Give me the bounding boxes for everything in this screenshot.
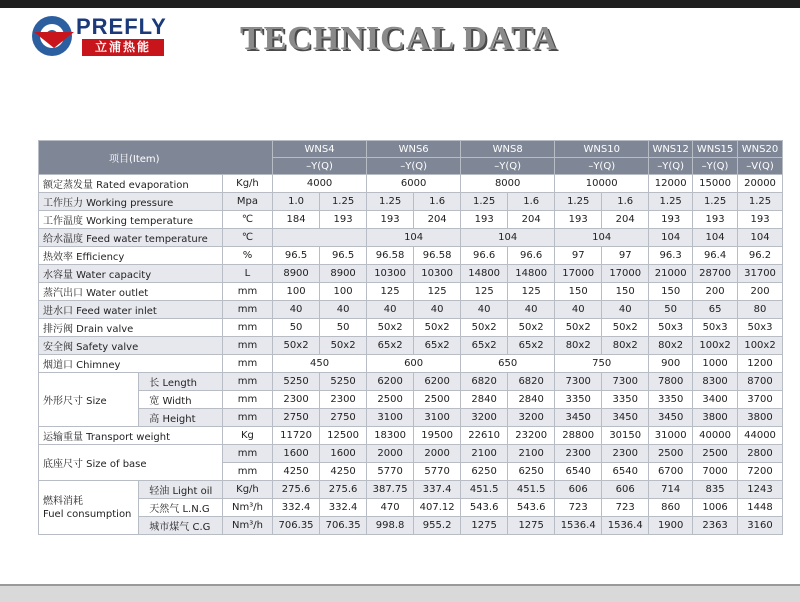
value-cell: 3400: [693, 391, 738, 409]
value-cell: 6540: [602, 463, 649, 481]
value-cell: 7300: [602, 373, 649, 391]
table-row: [39, 193, 783, 211]
unit-cell: mm: [222, 463, 272, 481]
value-cell: 65x2: [414, 337, 461, 355]
value-cell: 6820: [461, 373, 508, 391]
value-cell: 19500: [414, 427, 461, 445]
table-row: [39, 391, 783, 409]
table-row: [39, 175, 783, 193]
value-cell: 20000: [738, 175, 783, 193]
value-cell: 8900: [273, 265, 320, 283]
value-cell: 18300: [367, 427, 414, 445]
value-cell: 3350: [602, 391, 649, 409]
value-cell: 2750: [320, 409, 367, 427]
value-cell: 50x2: [273, 337, 320, 355]
value-cell: 1536.4: [602, 517, 649, 535]
wing-icon: [34, 32, 74, 48]
row-label: 热效率 Efficiency: [39, 247, 223, 265]
value-cell: 40: [508, 301, 555, 319]
model-suffix: –Y(Q): [693, 158, 738, 175]
fuel-label-en: Fuel consumption: [43, 508, 132, 520]
value-cell: 706.35: [273, 517, 320, 535]
value-cell: 100x2: [693, 337, 738, 355]
value-cell: 100: [273, 283, 320, 301]
model-header: WNS20: [738, 141, 783, 158]
row-label: 工作压力 Working pressure: [39, 193, 223, 211]
model-suffix: –Y(Q): [461, 158, 555, 175]
value-cell: 6250: [508, 463, 555, 481]
value-cell: 7000: [693, 463, 738, 481]
value-cell: 275.6: [320, 481, 367, 499]
brand-name-cn: 立浦热能: [82, 39, 164, 56]
value-cell: 50x2: [367, 319, 414, 337]
value-cell: 6540: [555, 463, 602, 481]
value-cell: 65x2: [461, 337, 508, 355]
value-cell: 955.2: [414, 517, 461, 535]
sub-label: 城市煤气 C.G: [139, 517, 223, 535]
value-cell: 650: [461, 355, 555, 373]
table-row: [39, 355, 783, 373]
value-cell: 100: [320, 283, 367, 301]
value-cell: 451.5: [461, 481, 508, 499]
row-label: 工作温度 Working temperature: [39, 211, 223, 229]
table-row: [39, 427, 783, 445]
value-cell: 860: [649, 499, 693, 517]
value-cell: 125: [367, 283, 414, 301]
value-cell: 204: [508, 211, 555, 229]
value-cell: 1.6: [508, 193, 555, 211]
value-cell: 8700: [738, 373, 783, 391]
value-cell: 193: [367, 211, 414, 229]
unit-cell: mm: [222, 445, 272, 463]
value-cell: 193: [738, 211, 783, 229]
value-cell: 96.58: [367, 247, 414, 265]
value-cell: 2300: [273, 391, 320, 409]
value-cell: 1600: [320, 445, 367, 463]
row-label: 进水口 Feed water inlet: [39, 301, 223, 319]
table-row: [39, 445, 783, 463]
value-cell: 40: [320, 301, 367, 319]
unit-cell: ℃: [222, 211, 272, 229]
row-label: 排污阀 Drain valve: [39, 319, 223, 337]
value-cell: 50x2: [414, 319, 461, 337]
value-cell: 50x3: [649, 319, 693, 337]
table-row: [39, 211, 783, 229]
value-cell: 1006: [693, 499, 738, 517]
value-cell: 104: [693, 229, 738, 247]
value-cell: 3160: [738, 517, 783, 535]
value-cell: 150: [602, 283, 649, 301]
value-cell: 50x2: [555, 319, 602, 337]
unit-cell: Kg/h: [222, 175, 272, 193]
row-label: 安全阀 Safety valve: [39, 337, 223, 355]
value-cell: 275.6: [273, 481, 320, 499]
value-cell: 2500: [414, 391, 461, 409]
value-cell: 125: [508, 283, 555, 301]
table-row: [39, 517, 783, 535]
table-row: [39, 319, 783, 337]
value-cell: 3350: [649, 391, 693, 409]
value-cell: 8000: [461, 175, 555, 193]
value-cell: 96.3: [649, 247, 693, 265]
value-cell: 2300: [602, 445, 649, 463]
value-cell: 6200: [367, 373, 414, 391]
unit-cell: Nm³/h: [222, 499, 272, 517]
table-row: [39, 283, 783, 301]
value-cell: 104: [367, 229, 461, 247]
value-cell: 50: [273, 319, 320, 337]
value-cell: 8300: [693, 373, 738, 391]
value-cell: 40: [414, 301, 461, 319]
unit-cell: Kg: [222, 427, 272, 445]
value-cell: 1000: [693, 355, 738, 373]
value-cell: 2300: [555, 445, 602, 463]
model-header: WNS6: [367, 141, 461, 158]
value-cell: 4000: [273, 175, 367, 193]
value-cell: 3200: [461, 409, 508, 427]
value-cell: 606: [602, 481, 649, 499]
value-cell: 193: [555, 211, 602, 229]
value-cell: 40: [273, 301, 320, 319]
page-title: TECHNICAL DATA: [240, 20, 558, 57]
value-cell: 50x2: [461, 319, 508, 337]
value-cell: 6000: [367, 175, 461, 193]
value-cell: 125: [414, 283, 461, 301]
unit-cell: Kg/h: [222, 481, 272, 499]
value-cell: 50: [649, 301, 693, 319]
value-cell: 104: [738, 229, 783, 247]
value-cell: 3200: [508, 409, 555, 427]
model-header: WNS8: [461, 141, 555, 158]
unit-cell: ℃: [222, 229, 272, 247]
value-cell: 184: [273, 211, 320, 229]
value-cell: 10300: [414, 265, 461, 283]
value-cell: 193: [320, 211, 367, 229]
value-cell: 10300: [367, 265, 414, 283]
item-header: 项目(Item): [39, 141, 273, 175]
value-cell: 28700: [693, 265, 738, 283]
value-cell: 600: [367, 355, 461, 373]
value-cell: 1900: [649, 517, 693, 535]
unit-cell: mm: [222, 355, 272, 373]
value-cell: 12500: [320, 427, 367, 445]
value-cell: 23200: [508, 427, 555, 445]
value-cell: 332.4: [273, 499, 320, 517]
table-row: [39, 499, 783, 517]
value-cell: 835: [693, 481, 738, 499]
technical-data-table: [38, 140, 783, 535]
value-cell: 3100: [367, 409, 414, 427]
value-cell: 1275: [508, 517, 555, 535]
value-cell: 204: [602, 211, 649, 229]
unit-cell: %: [222, 247, 272, 265]
value-cell: 1.6: [602, 193, 649, 211]
top-bar: [0, 0, 800, 8]
value-cell: 80x2: [649, 337, 693, 355]
sub-label: 长 Length: [139, 373, 223, 391]
row-label: 运输重量 Transport weight: [39, 427, 223, 445]
value-cell: 714: [649, 481, 693, 499]
value-cell: 17000: [555, 265, 602, 283]
table-row: [39, 301, 783, 319]
table-row: [39, 337, 783, 355]
model-suffix: –Y(Q): [649, 158, 693, 175]
value-cell: 28800: [555, 427, 602, 445]
value-cell: 40: [367, 301, 414, 319]
value-cell: 2840: [461, 391, 508, 409]
value-cell: 97: [602, 247, 649, 265]
fuel-label-cn: 燃料消耗: [43, 495, 83, 507]
table-row: [39, 265, 783, 283]
sub-label: 宽 Width: [139, 391, 223, 409]
value-cell: 22610: [461, 427, 508, 445]
value-cell: 100x2: [738, 337, 783, 355]
value-cell: 5250: [320, 373, 367, 391]
value-cell: 125: [461, 283, 508, 301]
value-cell: 104: [649, 229, 693, 247]
value-cell: 14800: [508, 265, 555, 283]
value-cell: 2500: [693, 445, 738, 463]
value-cell: 1.6: [414, 193, 461, 211]
value-cell: 3800: [693, 409, 738, 427]
value-cell: 4250: [273, 463, 320, 481]
value-cell: 204: [414, 211, 461, 229]
logo: [32, 14, 172, 58]
value-cell: 50x3: [693, 319, 738, 337]
model-header: WNS15: [693, 141, 738, 158]
table-row: [39, 409, 783, 427]
value-cell: 3450: [555, 409, 602, 427]
value-cell: 2100: [508, 445, 555, 463]
model-suffix: –V(Q): [738, 158, 783, 175]
table-row: [39, 373, 783, 391]
value-cell: 723: [602, 499, 649, 517]
value-cell: 104: [555, 229, 649, 247]
unit-cell: Mpa: [222, 193, 272, 211]
value-cell: 606: [555, 481, 602, 499]
model-suffix: –Y(Q): [367, 158, 461, 175]
unit-cell: mm: [222, 319, 272, 337]
value-cell: 6820: [508, 373, 555, 391]
value-cell: 706.35: [320, 517, 367, 535]
value-cell: 15000: [693, 175, 738, 193]
value-cell: 3450: [649, 409, 693, 427]
sub-label: 高 Height: [139, 409, 223, 427]
value-cell: 1.25: [320, 193, 367, 211]
value-cell: 97: [555, 247, 602, 265]
value-cell: 65x2: [508, 337, 555, 355]
value-cell: 2750: [273, 409, 320, 427]
value-cell: 193: [649, 211, 693, 229]
value-cell: 150: [555, 283, 602, 301]
value-cell: 96.58: [414, 247, 461, 265]
value-cell: 30150: [602, 427, 649, 445]
row-label: 底座尺寸 Size of base: [39, 445, 223, 481]
value-cell: 40000: [693, 427, 738, 445]
value-cell: 543.6: [508, 499, 555, 517]
bottom-bar: [0, 584, 800, 602]
sub-label: 轻油 Light oil: [139, 481, 223, 499]
row-label: 额定蒸发量 Rated evaporation: [39, 175, 223, 193]
model-suffix: –Y(Q): [273, 158, 367, 175]
value-cell: 723: [555, 499, 602, 517]
value-cell: 11720: [273, 427, 320, 445]
value-cell: 31000: [649, 427, 693, 445]
value-cell: 1275: [461, 517, 508, 535]
value-cell: 96.2: [738, 247, 783, 265]
value-cell: 1.25: [555, 193, 602, 211]
value-cell: 2840: [508, 391, 555, 409]
value-cell: 900: [649, 355, 693, 373]
value-cell: 3450: [602, 409, 649, 427]
value-cell: 200: [738, 283, 783, 301]
value-cell: 1.25: [649, 193, 693, 211]
value-cell: 1536.4: [555, 517, 602, 535]
value-cell: 50x2: [602, 319, 649, 337]
value-cell: 2000: [367, 445, 414, 463]
value-cell: 1.25: [738, 193, 783, 211]
value-cell: 451.5: [508, 481, 555, 499]
brand-name: PREFLY: [76, 14, 167, 39]
unit-cell: mm: [222, 391, 272, 409]
value-cell: 1.25: [461, 193, 508, 211]
value-cell: 12000: [649, 175, 693, 193]
value-cell: 40: [555, 301, 602, 319]
value-cell: 96.5: [320, 247, 367, 265]
value-cell: 1200: [738, 355, 783, 373]
table-row: [39, 229, 783, 247]
unit-cell: L: [222, 265, 272, 283]
unit-cell: mm: [222, 301, 272, 319]
table-row: [39, 247, 783, 265]
value-cell: 200: [693, 283, 738, 301]
row-label: 蒸汽出口 Water outlet: [39, 283, 223, 301]
value-cell: 193: [461, 211, 508, 229]
value-cell: 5770: [414, 463, 461, 481]
value-cell: 2300: [320, 391, 367, 409]
sub-label: 天然气 L.N.G: [139, 499, 223, 517]
value-cell: 7300: [555, 373, 602, 391]
row-label: 烟道口 Chimney: [39, 355, 223, 373]
value-cell: 65: [693, 301, 738, 319]
row-label: [39, 481, 139, 535]
model-header: WNS12: [649, 141, 693, 158]
value-cell: 1.25: [693, 193, 738, 211]
value-cell: 10000: [555, 175, 649, 193]
model-header: WNS4: [273, 141, 367, 158]
value-cell: 7800: [649, 373, 693, 391]
value-cell: 80x2: [555, 337, 602, 355]
value-cell: 96.6: [461, 247, 508, 265]
value-cell: 2800: [738, 445, 783, 463]
value-cell: 3800: [738, 409, 783, 427]
value-cell: 450: [273, 355, 367, 373]
value-cell: 96.5: [273, 247, 320, 265]
value-cell: 31700: [738, 265, 783, 283]
value-cell: 332.4: [320, 499, 367, 517]
model-header: WNS10: [555, 141, 649, 158]
value-cell: 750: [555, 355, 649, 373]
value-cell: 65x2: [367, 337, 414, 355]
unit-cell: mm: [222, 283, 272, 301]
value-cell: 21000: [649, 265, 693, 283]
value-cell: 1600: [273, 445, 320, 463]
value-cell: 407.12: [414, 499, 461, 517]
value-cell: 50x3: [738, 319, 783, 337]
row-label: 水容量 Water capacity: [39, 265, 223, 283]
value-cell: 14800: [461, 265, 508, 283]
value-cell: 1448: [738, 499, 783, 517]
value-cell: 40: [461, 301, 508, 319]
value-cell: 17000: [602, 265, 649, 283]
value-cell: 6250: [461, 463, 508, 481]
value-cell: 50: [320, 319, 367, 337]
unit-cell: mm: [222, 373, 272, 391]
value-cell: 998.8: [367, 517, 414, 535]
value-cell: 50x2: [508, 319, 555, 337]
value-cell: 1.0: [273, 193, 320, 211]
value-cell: 96.6: [508, 247, 555, 265]
value-cell: 6200: [414, 373, 461, 391]
row-label: 外形尺寸 Size: [39, 373, 139, 427]
value-cell: 4250: [320, 463, 367, 481]
value-cell: 5250: [273, 373, 320, 391]
value-cell: 80: [738, 301, 783, 319]
value-cell: 6700: [649, 463, 693, 481]
value-cell: 2363: [693, 517, 738, 535]
value-cell: [273, 229, 367, 247]
value-cell: 2500: [649, 445, 693, 463]
value-cell: 50x2: [320, 337, 367, 355]
table-row: [39, 481, 783, 499]
header-row-models: [39, 141, 783, 158]
model-suffix: –Y(Q): [555, 158, 649, 175]
unit-cell: mm: [222, 337, 272, 355]
value-cell: 40: [602, 301, 649, 319]
row-label: 给水温度 Feed water temperature: [39, 229, 223, 247]
value-cell: 543.6: [461, 499, 508, 517]
value-cell: 3700: [738, 391, 783, 409]
value-cell: 193: [693, 211, 738, 229]
value-cell: 1243: [738, 481, 783, 499]
value-cell: 3350: [555, 391, 602, 409]
unit-cell: Nm³/h: [222, 517, 272, 535]
value-cell: 96.4: [693, 247, 738, 265]
value-cell: 3100: [414, 409, 461, 427]
value-cell: 8900: [320, 265, 367, 283]
value-cell: 2000: [414, 445, 461, 463]
value-cell: 470: [367, 499, 414, 517]
value-cell: 1.25: [367, 193, 414, 211]
value-cell: 104: [461, 229, 555, 247]
value-cell: 2100: [461, 445, 508, 463]
value-cell: 5770: [367, 463, 414, 481]
value-cell: 2500: [367, 391, 414, 409]
unit-cell: mm: [222, 409, 272, 427]
value-cell: 337.4: [414, 481, 461, 499]
value-cell: 44000: [738, 427, 783, 445]
value-cell: 80x2: [602, 337, 649, 355]
value-cell: 7200: [738, 463, 783, 481]
value-cell: 150: [649, 283, 693, 301]
value-cell: 387.75: [367, 481, 414, 499]
